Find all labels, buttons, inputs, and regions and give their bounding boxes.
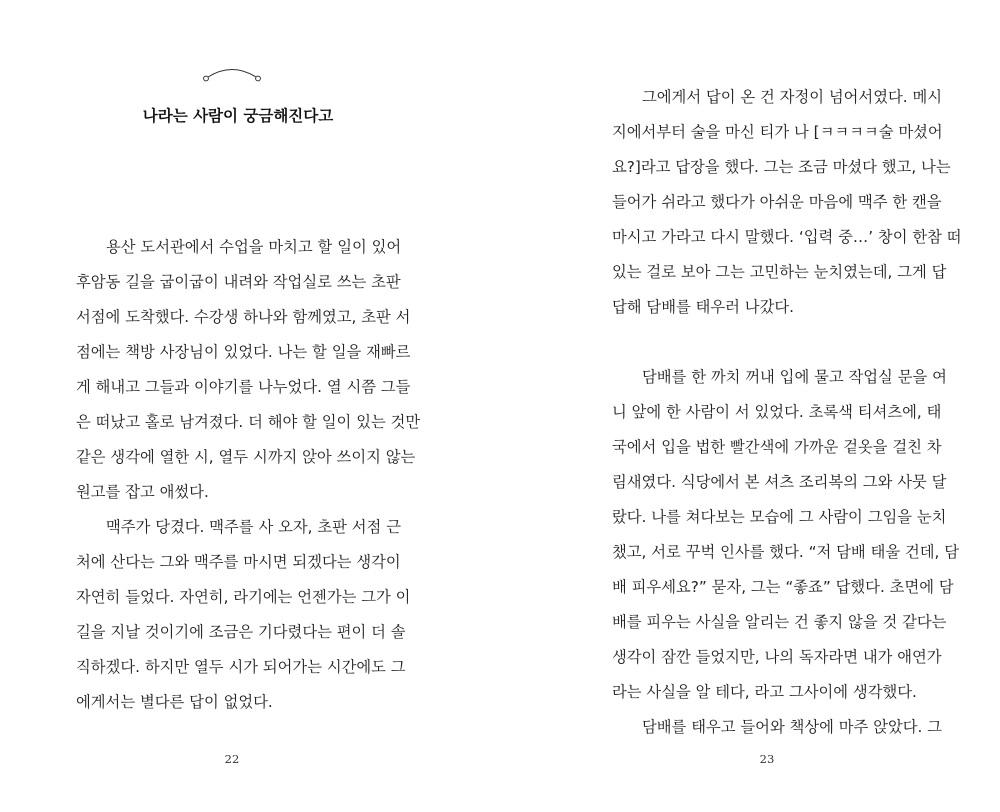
text-line: 답해 담배를 태우러 나갔다. <box>612 298 794 316</box>
text-line: 맥주가 당겼다. 맥주를 사 오자, 초판 서점 근 <box>106 518 401 536</box>
text-line: 에게서는 별다른 답이 없었다. <box>76 693 273 711</box>
text-line: 원고를 잡고 애썼다. <box>76 483 209 501</box>
text-line: 은 떠났고 홀로 남겨졌다. 더 해야 할 일이 있는 것만 <box>76 413 421 431</box>
text-line: 지에서부터 술을 마신 티가 나 [ㅋㅋㅋㅋ술 마셨어 <box>612 123 943 141</box>
text-line: 담배를 한 까치 꺼내 입에 물고 작업실 문을 여 <box>642 368 947 386</box>
text-line: 담배를 태우고 들어와 책상에 마주 앉았다. 그 <box>642 718 943 736</box>
text-line: 마시고 가라고 다시 말했다. ‘입력 중…’ 창이 한참 떠 <box>612 228 962 246</box>
text-line: 배를 피우는 사실을 알리는 건 좋지 않을 것 같다는 <box>612 613 947 631</box>
page-number: 22 <box>224 752 240 766</box>
text-line: 길을 지날 것이기에 조금은 기다렸다는 편이 더 솔 <box>76 623 406 641</box>
text-line: 니 앞에 한 사람이 서 있었다. 초록색 티셔츠에, 태 <box>612 403 942 421</box>
page-number: 23 <box>759 752 775 766</box>
text-line: 배 피우세요?” 묻자, 그는 “좋죠” 답했다. 초면에 담 <box>612 578 954 596</box>
text-line: 게 해내고 그들과 이야기를 나누었다. 열 시쯤 그들 <box>76 378 411 396</box>
text-line: 림새였다. 식당에서 본 셔츠 조리복의 그와 사뭇 달 <box>612 473 947 491</box>
text-line: 후암동 길을 굽이굽이 내려와 작업실로 쓰는 초판 <box>76 273 401 291</box>
text-line: 그에게서 답이 온 건 자정이 넘어서였다. 메시 <box>642 88 943 106</box>
text-line: 점에는 책방 사장님이 있었다. 나는 할 일을 재빠르 <box>76 343 411 361</box>
paragraph-gap <box>612 325 924 360</box>
text-line: 랐다. 나를 쳐다보는 모습에 그 사람이 그임을 눈치 <box>612 508 947 526</box>
text-line: 직하겠다. 하지만 열두 시가 되어가는 시간에도 그 <box>76 658 406 676</box>
text-line: 용산 도서관에서 수업을 마치고 할 일이 있어 <box>106 238 402 256</box>
chapter-title: 나라는 사람이 궁금해진다고 <box>142 107 334 125</box>
text-line: 같은 생각에 열한 시, 열두 시까지 앉아 쓰이지 않는 <box>76 448 416 466</box>
chapter-ornament-icon <box>200 64 264 86</box>
text-line: 자연히 들었다. 자연히, 라기에는 언젠가는 그가 이 <box>76 588 411 606</box>
text-line: 챘고, 서로 꾸벅 인사를 했다. “저 담배 태울 건데, 담 <box>612 543 960 561</box>
right-page <box>500 0 1000 812</box>
text-line: 들어가 쉬라고 했다가 아쉬운 마음에 맥주 한 캔을 <box>612 193 942 211</box>
right-body-text <box>612 80 962 745</box>
text-line: 요?]라고 답장을 했다. 그는 조금 마셨다 했고, 나는 <box>612 158 951 176</box>
text-line: 라는 사실을 알 테다, 라고 그사이에 생각했다. <box>612 683 917 701</box>
text-line: 처에 산다는 그와 맥주를 마시면 되겠다는 생각이 <box>76 553 401 571</box>
left-body-text <box>76 230 421 720</box>
text-line: 서점에 도착했다. 수강생 하나와 함께였고, 초판 서 <box>76 308 411 326</box>
text-line: 있는 걸로 보아 그는 고민하는 눈치였는데, 그게 답 <box>612 263 947 281</box>
text-line: 국에서 입을 법한 빨간색에 가까운 겉옷을 걸친 차 <box>612 438 942 456</box>
text-line: 생각이 잠깐 들었지만, 나의 독자라면 내가 애연가 <box>612 648 942 666</box>
